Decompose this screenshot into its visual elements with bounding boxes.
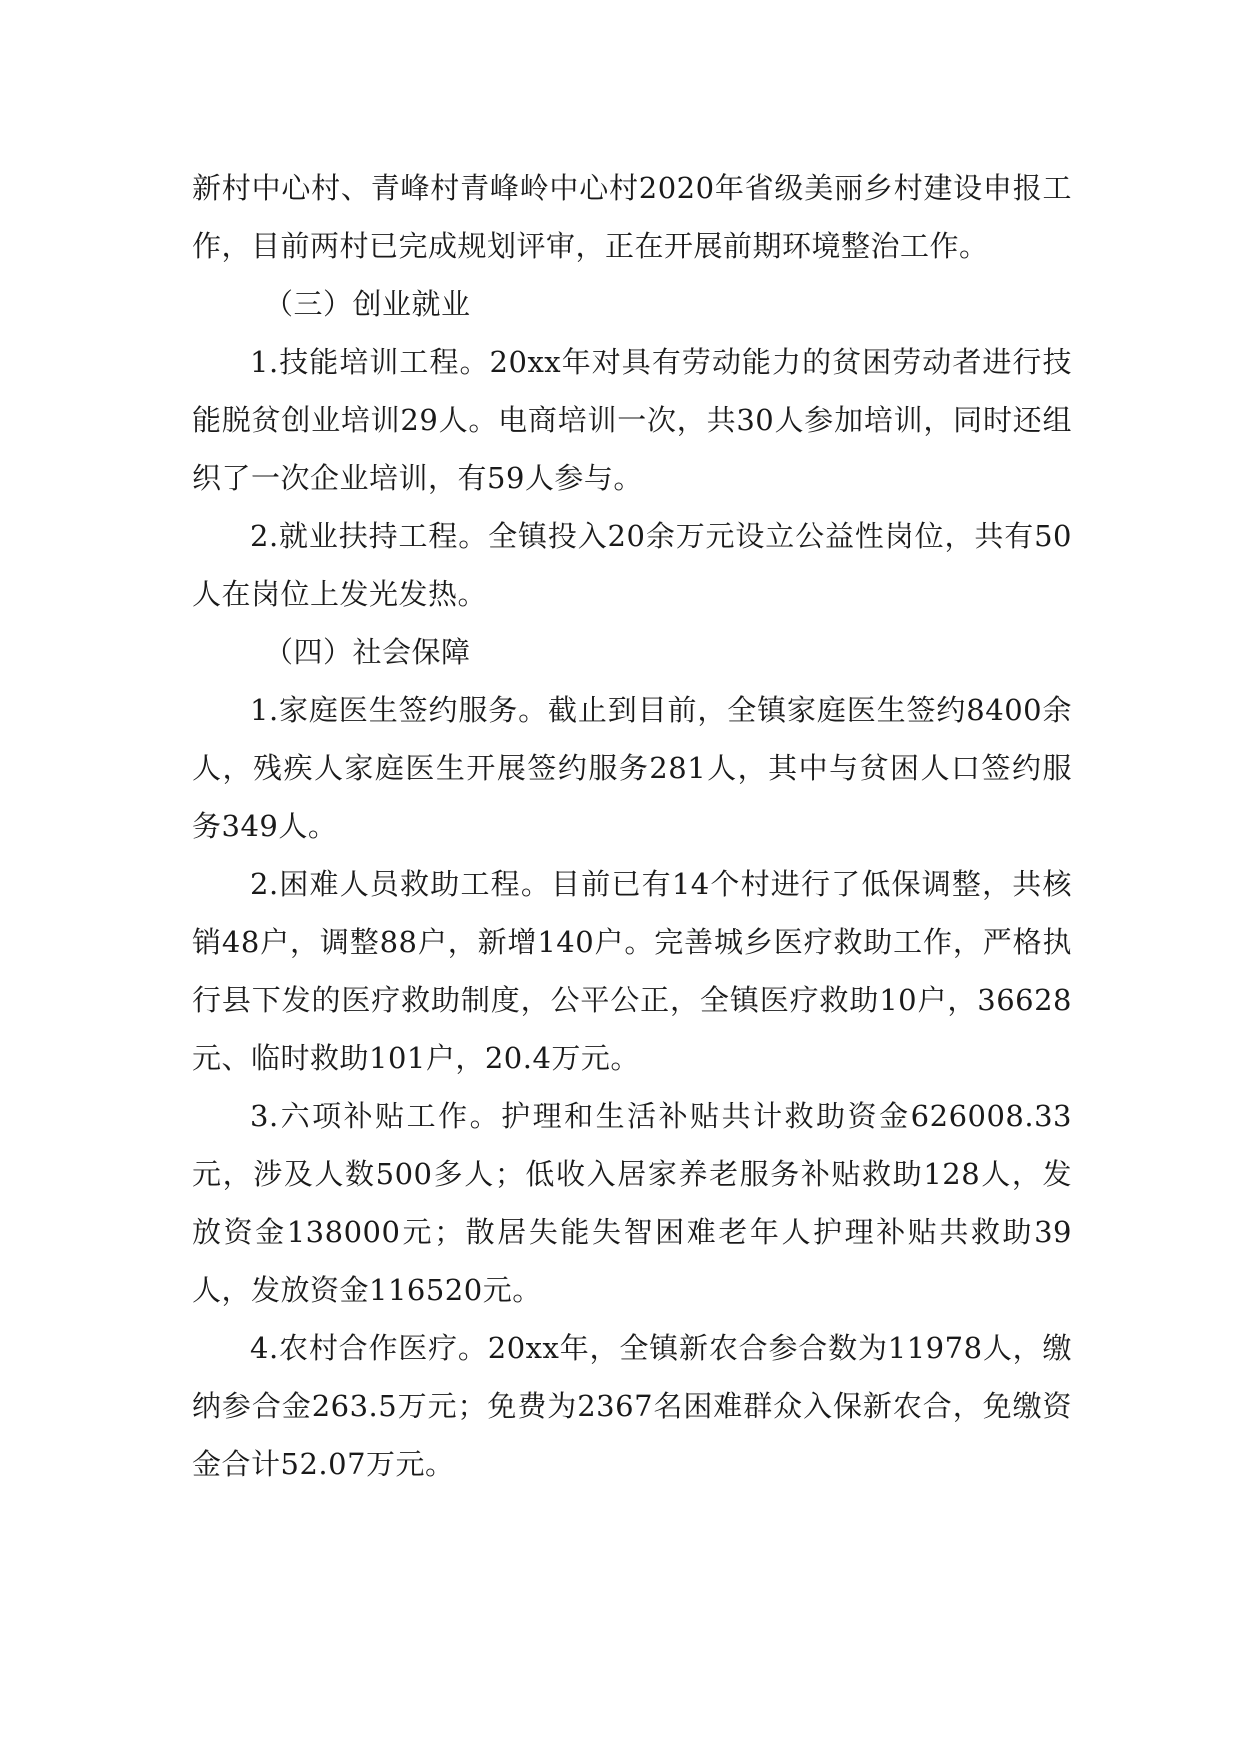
paragraph-six-subsidies: 3.六项补贴工作。护理和生活补贴共计救助资金626008.33元，涉及人数500多人；低收入居家养老服务补贴救助128人，发放资金138000元；散居失能失智困难老年人护理补贴共救助39人，发放资金116520元。 (192, 1099, 1072, 1307)
paragraph-rural-medical: 4.农村合作医疗。20xx年，全镇新农合参合数为11978人，缴纳参合金263.5万元；免费为2367名困难群众入保新农合，免缴资金合计52.07万元。 (192, 1331, 1072, 1481)
document-body (192, 159, 1072, 1493)
section-heading-entrepreneurship: （三）创业就业 (264, 287, 471, 321)
paragraph-family-doctor: 1.家庭医生签约服务。截止到目前，全镇家庭医生签约8400余人，残疾人家庭医生开展签约服务281人，其中与贫困人口签约服务349人。 (192, 693, 1072, 843)
paragraph-skills-training: 1.技能培训工程。20xx年对具有劳动能力的贫困劳动者进行技能脱贫创业培训29人。电商培训一次，共30人参加培训，同时还组织了一次企业培训，有59人参与。 (192, 345, 1072, 495)
paragraph-continuation: 新村中心村、青峰村青峰岭中心村2020年省级美丽乡村建设申报工作，目前两村已完成规划评审，正在开展前期环境整治工作。 (192, 171, 1072, 263)
paragraph-employment-support: 2.就业扶持工程。全镇投入20余万元设立公益性岗位，共有50人在岗位上发光发热。 (192, 519, 1072, 611)
section-heading-social-security: （四）社会保障 (264, 635, 471, 669)
paragraph-hardship-assistance: 2.困难人员救助工程。目前已有14个村进行了低保调整，共核销48户，调整88户，新增140户。完善城乡医疗救助工作，严格执行县下发的医疗救助制度，公平公正，全镇医疗救助10户，36628元、临时救助101户，20.4万元。 (192, 867, 1072, 1075)
